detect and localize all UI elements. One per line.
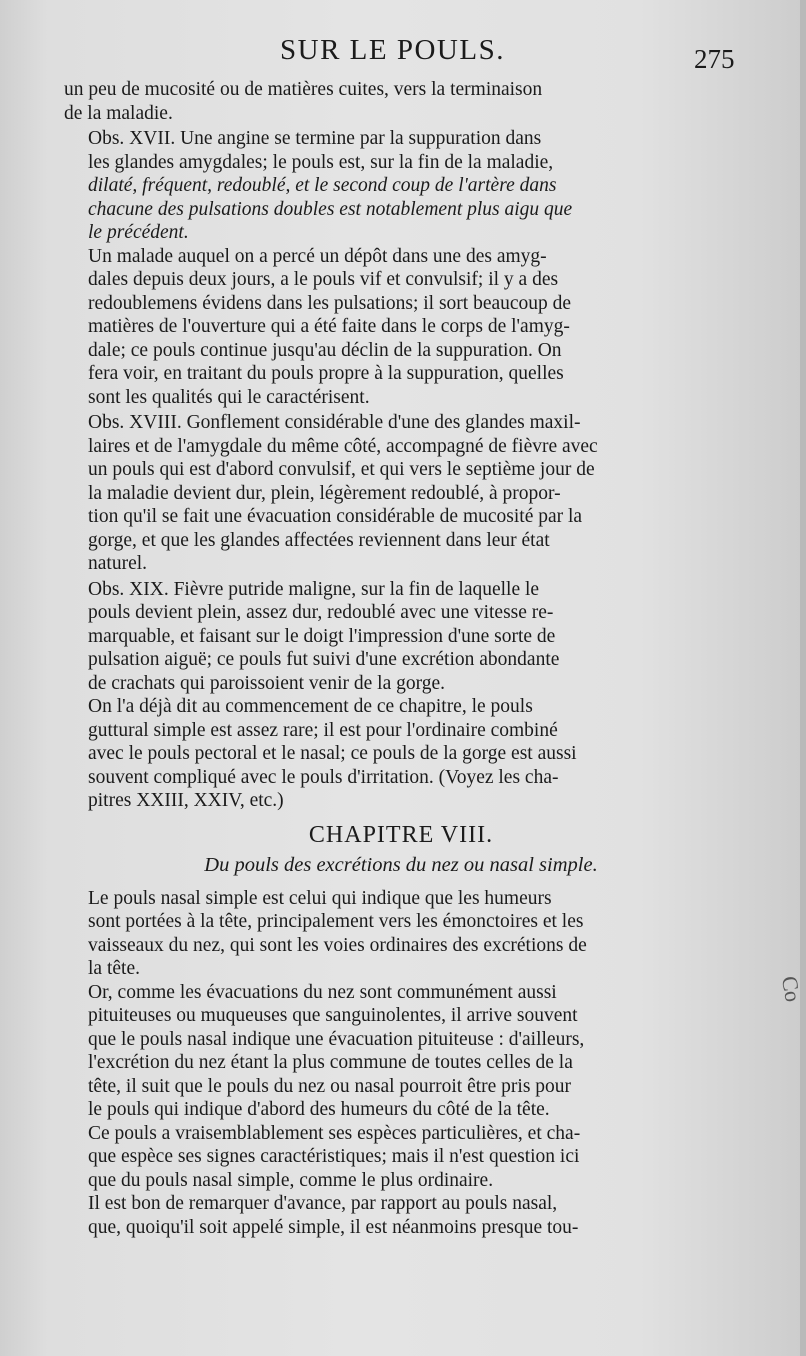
text-line: gorge, et que les glandes affectées reviennent dans leur état: [88, 529, 550, 551]
text-line: l'excrétion du nez étant la plus commune de toutes celles de la: [88, 1052, 573, 1073]
paragraph-amygdale: [64, 245, 738, 410]
text-line: laires et de l'amygdale du même côté, accompagné de fièvre avec: [88, 435, 598, 457]
text-line: le précédent.: [88, 222, 189, 243]
margin-annotation: Co: [776, 974, 806, 1004]
text-line: tête, il suit que le pouls du nez ou nasal pourroit être pris pour: [88, 1075, 572, 1097]
text-line: sont les qualités qui le caractérisent.: [88, 386, 370, 408]
text-line: un pouls qui est d'abord convulsif, et qui vers le septième jour de: [88, 459, 595, 480]
text-line: Le pouls nasal simple est celui qui indique que les humeurs: [88, 887, 552, 909]
text-line: que, quoiqu'il soit appelé simple, il est néanmoins presque tou-: [88, 1216, 579, 1238]
running-title: SUR LE POULS.: [280, 34, 505, 66]
text-line: que le pouls nasal indique une évacuation pituiteuse : d'ailleurs,: [88, 1028, 585, 1050]
text-line: pituiteuses ou muqueuses que sanguinolentes, il arrive souvent: [88, 1005, 578, 1026]
text-line: la tête.: [88, 958, 140, 979]
text-line: pouls devient plein, assez dur, redoublé avec une vitesse re-: [88, 602, 554, 623]
paragraph-evacuations: [64, 981, 738, 1122]
text-line: Un malade auquel on a percé un dépôt dans une des amyg-: [88, 245, 547, 267]
text-line: dilaté, fréquent, redoublé, et le second coup de l'artère dans: [88, 175, 557, 196]
text-line: souvent compliqué avec le pouls d'irritation. (Voyez les cha-: [88, 766, 559, 788]
text-line: chacune des pulsations doubles est notablement plus aigu que: [88, 198, 573, 220]
text-line: dales depuis deux jours, a le pouls vif et convulsif; il y a des: [88, 269, 559, 290]
text-line: le pouls qui indique d'abord des humeurs du côté de la tête.: [88, 1099, 550, 1120]
text-line: Obs. XVIII. Gonflement considérable d'une des glandes maxil-: [88, 412, 581, 433]
text-line: un peu de mucosité ou de matières cuites, vers la terminaison: [64, 79, 543, 100]
text-line: que espèce ses signes caractéristiques; mais il n'est question ici: [88, 1146, 580, 1167]
text-line: tion qu'il se fait une évacuation considérable de mucosité par la: [88, 506, 583, 527]
paragraph-continuation: [64, 78, 738, 125]
text-line: Or, comme les évacuations du nez sont communément aussi: [88, 981, 557, 1003]
text-line: redoublemens évidens dans les pulsations; il sort beaucoup de: [88, 292, 572, 314]
text-line: On l'a déjà dit au commencement de ce chapitre, le pouls: [88, 696, 533, 717]
text-line: dale; ce pouls continue jusqu'au déclin de la suppuration. On: [88, 339, 562, 361]
text-line: vaisseaux du nez, qui sont les voies ordinaires des excrétions de: [88, 934, 587, 956]
paragraph-obs-xvii: [64, 127, 738, 245]
text-line: de la maladie.: [64, 102, 173, 124]
body-text: [64, 78, 738, 1239]
text-line: la maladie devient dur, plein, légèrement redoublé, à propor-: [88, 482, 561, 504]
text-line: pulsation aiguë; ce pouls fut suivi d'une excrétion abondante: [88, 649, 560, 670]
text-line: que du pouls nasal simple, comme le plus ordinaire.: [88, 1169, 494, 1191]
text-line: Ce pouls a vraisemblablement ses espèces particulières, et cha-: [88, 1122, 581, 1144]
running-head: [0, 34, 800, 74]
text-line: naturel.: [88, 553, 148, 574]
chapter-subtitle-text: Du pouls des excrétions du nez ou nasal simple.: [204, 853, 598, 876]
paragraph-guttural: [64, 695, 738, 813]
text-line: matières de l'ouverture qui a été faite dans le corps de l'amyg-: [88, 316, 570, 337]
text-line: avec le pouls pectoral et le nasal; ce pouls de la gorge est aussi: [88, 743, 577, 764]
paragraph-nasal-definition: [64, 887, 738, 981]
text-line: Il est bon de remarquer d'avance, par rapport au pouls nasal,: [88, 1193, 558, 1214]
chapter-heading: CHAPITRE VIII.: [308, 821, 494, 848]
text-line: sont portées à la tête, principalement vers les émonctoires et les: [88, 911, 584, 932]
page-number: 275: [694, 44, 735, 74]
text-line: Obs. XIX. Fièvre putride maligne, sur la fin de laquelle le: [88, 578, 540, 600]
text-line: pitres XXIII, XXIV, etc.): [88, 790, 284, 811]
text-line: Obs. XVII. Une angine se termine par la suppuration dans: [88, 128, 542, 149]
paragraph-remarque: [64, 1192, 738, 1239]
text-line: fera voir, en traitant du pouls propre à la suppuration, quelles: [88, 363, 564, 384]
text-line: de crachats qui paroissoient venir de la gorge.: [88, 672, 446, 694]
paragraph-especes: [64, 1122, 738, 1193]
chapter-subtitle: [64, 854, 738, 877]
paragraph-obs-xix: [64, 578, 738, 696]
text-line: marquable, et faisant sur le doigt l'impression d'une sorte de: [88, 625, 556, 647]
paragraph-obs-xviii: [64, 411, 738, 576]
text-line: les glandes amygdales; le pouls est, sur la fin de la maladie,: [88, 151, 554, 173]
text-line: guttural simple est assez rare; il est pour l'ordinaire combiné: [88, 719, 558, 741]
